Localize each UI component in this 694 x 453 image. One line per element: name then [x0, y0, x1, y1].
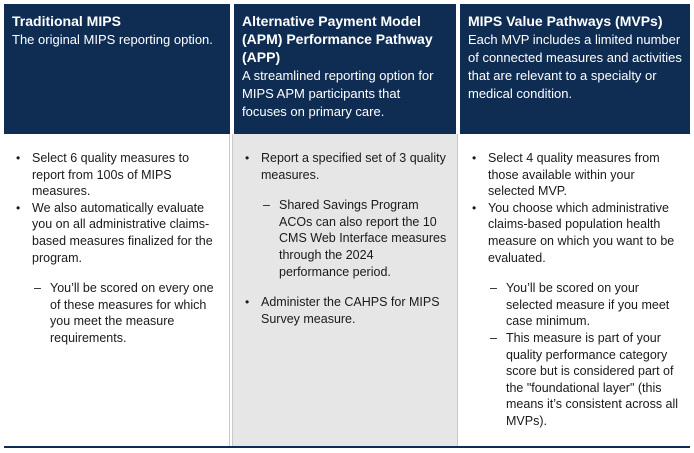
list-item	[466, 200, 680, 266]
sub-list-item-text: Shared Savings Program ACOs can also report the 10 CMS Web Interface measures through the 2024 performance period.	[279, 198, 447, 279]
list-item-text: Report a specified set of 3 quality measures.	[261, 151, 446, 182]
list-item	[10, 150, 219, 200]
dash-icon: –	[263, 198, 270, 213]
list-item	[239, 150, 447, 183]
list-item-text: You choose which administrative claims-based population health measure on which you want to be evaluated.	[488, 200, 675, 265]
sub-list-item	[239, 197, 447, 280]
column-traditional-mips	[4, 4, 232, 446]
column-body	[232, 134, 458, 446]
list-item-text: Select 4 quality measures from those available within your selected MVP.	[488, 151, 660, 199]
column-title: Traditional MIPS	[12, 13, 121, 29]
list-item-text: Select 6 quality measures to report from 100s of MIPS measures.	[32, 151, 190, 199]
dash-icon: –	[490, 330, 497, 345]
bullet-icon: •	[16, 151, 21, 165]
column-mvps	[460, 4, 690, 446]
column-title: MIPS Value Pathways (MVPs)	[468, 13, 663, 29]
sub-list-item-text: This measure is part of your quality performance category score but is considered part of the "foundational layer" (this means it’s consistent across all MVPs).	[506, 330, 679, 428]
bullet-icon: •	[472, 151, 477, 165]
list-item-text: We also automatically evaluate you on all administrative claims-based measures finalized for the program.	[32, 200, 213, 265]
sub-list-item	[466, 280, 680, 330]
list-item	[10, 200, 219, 266]
column-header	[4, 4, 230, 134]
dash-icon: –	[490, 281, 497, 296]
column-body	[460, 134, 690, 446]
bullet-icon: •	[245, 295, 250, 310]
column-description: The original MIPS reporting option.	[12, 32, 213, 47]
column-header	[232, 4, 458, 134]
sub-list-item-text: You’ll be scored on your selected measure if you meet case minimum.	[506, 281, 670, 329]
bullet-icon: •	[245, 151, 250, 165]
list-item-text: Administer the CAHPS for MIPS Survey measure.	[261, 295, 440, 326]
sub-list-item-text: You’ll be scored on every one of these measures for which you meet the measure requirements.	[50, 281, 214, 345]
column-app	[232, 4, 460, 446]
column-header	[460, 4, 690, 134]
list-item	[466, 150, 680, 200]
bullet-icon: •	[16, 200, 21, 215]
column-description: A streamlined reporting option for MIPS APM participants that focuses on primary care.	[242, 68, 434, 119]
column-title: Alternative Payment Model (APM) Performance Pathway (APP)	[242, 13, 433, 65]
mips-reporting-options-table	[4, 4, 690, 448]
list-item	[239, 294, 447, 327]
dash-icon: –	[34, 281, 41, 296]
sub-list-item	[10, 280, 219, 346]
column-description: Each MVP includes a limited number of connected measures and activities that are relevant to a specialty or medical condition.	[468, 32, 682, 101]
column-body	[4, 134, 230, 446]
bullet-icon: •	[472, 200, 477, 215]
sub-list-item	[466, 330, 680, 430]
